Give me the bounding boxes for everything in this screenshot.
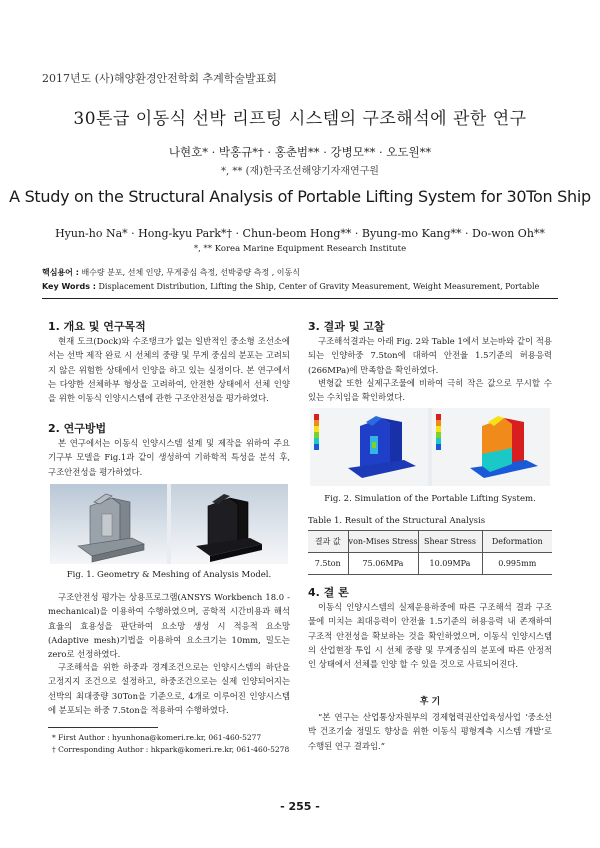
color-legend-left (314, 414, 319, 450)
section-1-heading: 1. 개요 및 연구목적 (48, 320, 146, 333)
title-english: A Study on the Structural Analysis of Portable Lifting System for 30Ton Ship (9, 187, 591, 206)
footnote-divider (48, 727, 158, 728)
keywords-korean-text: 배수량 분포, 선체 인양, 무게중심 측정, 선박중량 측정 , 이동식 (81, 268, 300, 277)
section-3-body: 구조해석결과는 아래 Fig. 2와 Table 1에서 보는바와 같이 적용되는 인양하중 7.5ton에 대하여 안전율 1.5기준의 허용응력(266MPa)에 만족함을 확인하였다. (308, 336, 552, 375)
figure-2-image (310, 408, 550, 486)
section-2-body-2: 구조안전성 평가는 상용프로그램(ANSYS Workbench 18.0 - mechanical)을 이용하여 수행하였으며, 공학적 시간비용과 해석효율의 효용성을 판단하여 요소망 생성 시 적응적 요소망(Adaptive mesh)기법을 이용하여 요소크기는 10mm, 밀도는 zero로 선정하였다. (48, 592, 290, 660)
conference-header: 2017년도 (사)해양환경안전학회 추계학술발표회 (42, 72, 277, 85)
table-1-caption: Table 1. Result of the Structural Analysis (308, 516, 486, 526)
affiliation-korean: *, ** (재)한국조선해양기자재연구원 (221, 166, 379, 177)
figure-2-caption: Fig. 2. Simulation of the Portable Lifting System. (324, 494, 536, 504)
figure-2-graphic (310, 408, 550, 486)
results-table (308, 530, 552, 575)
footnote-first-author: * First Author : hyunhona@komeri.re.kr, 061-460-5277 (52, 733, 262, 742)
keyword-divider (42, 298, 558, 299)
table-cell: 75.06MPa (348, 553, 418, 575)
section-2-body: 본 연구에서는 이동식 인양시스템 설계 및 제작을 위하여 주요 기구부 모델을 Fig.1과 같이 생성하여 기하학적 특성을 분석 후, 구조안전성을 평가하였다. (48, 438, 290, 477)
table-cell: 10.09MPa (418, 553, 482, 575)
keywords-korean-label: 핵심용어 : (42, 268, 79, 277)
acknowledgement-heading: 후 기 (419, 697, 441, 707)
keywords-english-label: Key Words : (42, 282, 96, 291)
section-4-heading: 4. 결 론 (308, 586, 349, 599)
authors-english: Hyun-ho Na* · Hong-kyu Park*† · Chun-beom Hong** · Byung-mo Kang** · Do-won Oh** (55, 227, 545, 240)
section-2-heading: 2. 연구방법 (48, 422, 107, 435)
color-legend-right (436, 414, 441, 450)
keywords-english (42, 280, 558, 294)
section-4-body: 이동식 인양시스템의 실제운용하중에 따른 구조해석 결과 구조물에 미치는 최대응력이 안전율 1.5기준의 허용응력 내 존재하여 구조적 안전성을 확보하는 것을 확인하였으며, 이동식 인양시스템의 산업현장 투입 시 선체 중량 및 무게중심의 분포에 따른 안정적인 상태에서 선체를 인양 할 수 있을 것으로 사료되어진다. (308, 602, 552, 670)
table-row (308, 553, 552, 575)
section-1-body: 현재 도크(Dock)와 수조탱크가 없는 일반적인 중소형 조선소에서는 선박 제작 완료 시 선체의 중량 및 무게 중심의 분포는 고려되지 않은 위험한 상태에서 인양을 하고 있는 실정이다. 본 연구에서는 다양한 선체하부 형상을 고려하여, 안전한 상태에서 선체 인양을 위한 이동식 인양시스템에 관한 구조안전성을 평가하였다. (48, 336, 290, 404)
table-header-row (308, 531, 552, 553)
keywords-korean (42, 266, 558, 280)
keywords-english-text: Displacement Distribution, Lifting the Ship, Center of Gravity Measurement, Weight Measurement, Portable (98, 282, 540, 291)
figure-1-caption: Fig. 1. Geometry & Meshing of Analysis Model. (66, 570, 272, 580)
figure-1-image (50, 484, 288, 564)
section-3-heading: 3. 결과 및 고찰 (308, 320, 385, 333)
footnote-corresponding-author: † Corresponding Author : hkpark@komeri.re.kr, 061-460-5278 (52, 745, 290, 754)
table-cell: 0.995mm (482, 553, 552, 575)
acknowledgement-body: “본 연구는 산업통상자원부의 경제협력권산업육성사업 ‘중소선박 건조기술 정밀도 향상을 위한 이동식 평형계측 시스템 개발’로 수행된 연구 결과임.” (308, 712, 552, 751)
title-korean: 30톤급 이동식 선박 리프팅 시스템의 구조해석에 관한 연구 (73, 109, 527, 129)
page-number: - 255 - (280, 800, 320, 813)
affiliation-english: *, ** Korea Marine Equipment Research Institute (193, 244, 407, 254)
table-header-cell: von-Mises Stress (348, 531, 418, 553)
table-header-cell: Deformation (482, 531, 552, 553)
section-3-body-2: 변형값 또한 실제구조물에 비하여 극히 작은 값으로 무시할 수 있는 수치임을 확인하였다. (308, 378, 552, 403)
table-cell: 7.5ton (308, 553, 348, 575)
authors-korean: 나현호* · 박홍규*† · 홍춘범** · 강병모** · 오도원** (168, 145, 432, 159)
table-header-cell: 결과 값 (308, 531, 348, 553)
table-header-cell: Shear Stress (418, 531, 482, 553)
section-2-body-3: 구조해석을 위한 하중과 경계조건으로는 인양시스템의 하단을 고정지지 조건으로 설정하고, 하중조건으로는 실제 인양되어지는 선박의 최대중량 30Ton을 기준으로, 4개로 이루어진 인양시스템에 분포되는 하중 7.5ton을 적용하여 수행하였다. (48, 662, 290, 715)
figure-1-graphic (50, 484, 288, 564)
